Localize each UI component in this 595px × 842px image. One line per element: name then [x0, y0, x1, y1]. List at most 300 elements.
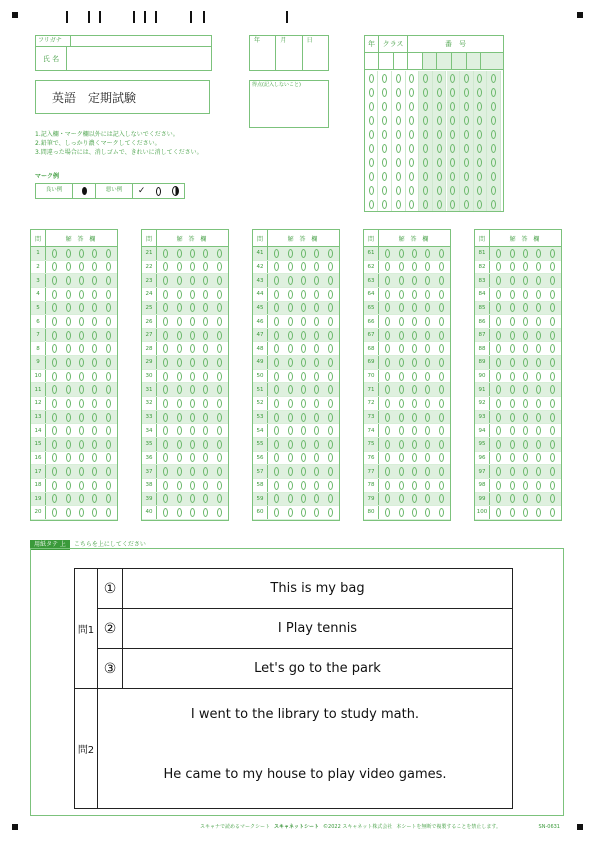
id-bubble[interactable]	[382, 172, 387, 181]
id-bubble[interactable]	[409, 186, 414, 195]
id-bubble[interactable]	[437, 186, 442, 195]
answer-bubble[interactable]	[385, 385, 390, 394]
answer-bubble[interactable]	[425, 276, 430, 285]
answer-bubble[interactable]	[412, 494, 417, 503]
answer-bubble[interactable]	[550, 413, 555, 422]
answer-bubble[interactable]	[510, 276, 515, 285]
id-bubble[interactable]	[423, 158, 428, 167]
answer-bubble[interactable]	[288, 303, 293, 312]
answer-bubble[interactable]	[425, 453, 430, 462]
answer-bubble[interactable]	[510, 372, 515, 381]
id-bubble[interactable]	[423, 130, 428, 139]
answer-bubble[interactable]	[274, 481, 279, 490]
answer-bubble[interactable]	[163, 508, 168, 517]
id-bubble[interactable]	[382, 116, 387, 125]
answer-bubble[interactable]	[523, 508, 528, 517]
id-bubble[interactable]	[450, 200, 455, 209]
answer-bubble[interactable]	[217, 358, 222, 367]
answer-bubble[interactable]	[328, 290, 333, 299]
id-bubble[interactable]	[382, 144, 387, 153]
answer-bubble[interactable]	[412, 481, 417, 490]
answer-bubble[interactable]	[274, 413, 279, 422]
answer-bubble[interactable]	[66, 385, 71, 394]
answer-bubble[interactable]	[510, 453, 515, 462]
answer-bubble[interactable]	[203, 358, 208, 367]
answer-bubble[interactable]	[536, 426, 541, 435]
answer-bubble[interactable]	[412, 358, 417, 367]
answer-bubble[interactable]	[288, 399, 293, 408]
answer-bubble[interactable]	[385, 344, 390, 353]
answer-bubble[interactable]	[203, 262, 208, 271]
answer-bubble[interactable]	[496, 358, 501, 367]
answer-bubble[interactable]	[163, 372, 168, 381]
answer-bubble[interactable]	[92, 331, 97, 340]
answer-bubble[interactable]	[385, 399, 390, 408]
id-bubble[interactable]	[437, 172, 442, 181]
answer-bubble[interactable]	[106, 303, 111, 312]
answer-bubble[interactable]	[190, 440, 195, 449]
answer-bubble[interactable]	[217, 303, 222, 312]
answer-bubble[interactable]	[203, 453, 208, 462]
answer-bubble[interactable]	[412, 344, 417, 353]
answer-bubble[interactable]	[177, 358, 182, 367]
answer-bubble[interactable]	[92, 372, 97, 381]
answer-bubble[interactable]	[92, 399, 97, 408]
answer-bubble[interactable]	[536, 440, 541, 449]
answer-bubble[interactable]	[399, 453, 404, 462]
answer-bubble[interactable]	[79, 290, 84, 299]
answer-bubble[interactable]	[274, 317, 279, 326]
answer-bubble[interactable]	[550, 467, 555, 476]
id-bubble[interactable]	[396, 74, 401, 83]
answer-bubble[interactable]	[274, 372, 279, 381]
answer-bubble[interactable]	[536, 385, 541, 394]
id-bubble[interactable]	[409, 88, 414, 97]
id-bubble[interactable]	[423, 116, 428, 125]
answer-bubble[interactable]	[510, 317, 515, 326]
answer-bubble[interactable]	[510, 440, 515, 449]
answer-bubble[interactable]	[510, 344, 515, 353]
answer-bubble[interactable]	[425, 303, 430, 312]
answer-bubble[interactable]	[412, 276, 417, 285]
answer-bubble[interactable]	[79, 372, 84, 381]
id-bubble[interactable]	[369, 158, 374, 167]
answer-bubble[interactable]	[79, 399, 84, 408]
answer-bubble[interactable]	[106, 262, 111, 271]
answer-bubble[interactable]	[79, 440, 84, 449]
answer-bubble[interactable]	[510, 290, 515, 299]
answer-bubble[interactable]	[550, 358, 555, 367]
answer-bubble[interactable]	[288, 358, 293, 367]
answer-bubble[interactable]	[66, 467, 71, 476]
id-bubble[interactable]	[423, 172, 428, 181]
answer-bubble[interactable]	[301, 317, 306, 326]
answer-bubble[interactable]	[510, 426, 515, 435]
answer-bubble[interactable]	[203, 249, 208, 258]
answer-bubble[interactable]	[163, 426, 168, 435]
answer-bubble[interactable]	[92, 358, 97, 367]
id-bubble[interactable]	[382, 102, 387, 111]
answer-bubble[interactable]	[66, 344, 71, 353]
answer-bubble[interactable]	[106, 331, 111, 340]
answer-bubble[interactable]	[412, 331, 417, 340]
answer-bubble[interactable]	[274, 290, 279, 299]
answer-bubble[interactable]	[399, 467, 404, 476]
answer-bubble[interactable]	[399, 413, 404, 422]
answer-bubble[interactable]	[301, 344, 306, 353]
answer-bubble[interactable]	[314, 290, 319, 299]
id-bubble[interactable]	[491, 200, 496, 209]
answer-bubble[interactable]	[217, 426, 222, 435]
answer-bubble[interactable]	[412, 317, 417, 326]
answer-bubble[interactable]	[496, 344, 501, 353]
id-bubble[interactable]	[437, 74, 442, 83]
answer-bubble[interactable]	[399, 344, 404, 353]
id-bubble[interactable]	[491, 88, 496, 97]
answer-bubble[interactable]	[217, 481, 222, 490]
id-write-cell[interactable]	[437, 53, 452, 69]
id-bubble[interactable]	[491, 158, 496, 167]
answer-bubble[interactable]	[52, 372, 57, 381]
answer-bubble[interactable]	[439, 426, 444, 435]
answer-bubble[interactable]	[301, 276, 306, 285]
answer-bubble[interactable]	[163, 276, 168, 285]
answer-bubble[interactable]	[399, 372, 404, 381]
answer-bubble[interactable]	[536, 303, 541, 312]
answer-bubble[interactable]	[439, 508, 444, 517]
answer-bubble[interactable]	[328, 303, 333, 312]
answer-bubble[interactable]	[412, 453, 417, 462]
answer-bubble[interactable]	[523, 426, 528, 435]
id-bubble[interactable]	[369, 102, 374, 111]
answer-bubble[interactable]	[301, 399, 306, 408]
id-bubble[interactable]	[369, 130, 374, 139]
answer-bubble[interactable]	[203, 290, 208, 299]
id-bubble[interactable]	[382, 130, 387, 139]
answer-bubble[interactable]	[385, 467, 390, 476]
answer-bubble[interactable]	[550, 303, 555, 312]
answer-bubble[interactable]	[190, 467, 195, 476]
answer-bubble[interactable]	[177, 249, 182, 258]
id-bubble[interactable]	[382, 74, 387, 83]
id-bubble[interactable]	[491, 116, 496, 125]
answer-bubble[interactable]	[288, 481, 293, 490]
id-write-cell[interactable]	[481, 53, 503, 69]
answer-bubble[interactable]	[439, 276, 444, 285]
answer-bubble[interactable]	[523, 262, 528, 271]
answer-bubble[interactable]	[496, 249, 501, 258]
answer-bubble[interactable]	[79, 317, 84, 326]
id-bubble[interactable]	[409, 102, 414, 111]
answer-bubble[interactable]	[190, 276, 195, 285]
answer-bubble[interactable]	[301, 426, 306, 435]
answer-bubble[interactable]	[550, 344, 555, 353]
answer-bubble[interactable]	[328, 399, 333, 408]
answer-bubble[interactable]	[385, 481, 390, 490]
answer-bubble[interactable]	[301, 413, 306, 422]
answer-bubble[interactable]	[425, 344, 430, 353]
answer-bubble[interactable]	[550, 508, 555, 517]
answer-bubble[interactable]	[550, 331, 555, 340]
id-bubble[interactable]	[369, 88, 374, 97]
id-bubble[interactable]	[409, 144, 414, 153]
answer-bubble[interactable]	[217, 440, 222, 449]
answer-bubble[interactable]	[92, 413, 97, 422]
answer-bubble[interactable]	[52, 481, 57, 490]
date-day-field[interactable]	[303, 36, 328, 70]
answer-bubble[interactable]	[106, 426, 111, 435]
id-bubble[interactable]	[396, 186, 401, 195]
answer-bubble[interactable]	[66, 262, 71, 271]
answer-bubble[interactable]	[314, 344, 319, 353]
answer-bubble[interactable]	[439, 372, 444, 381]
answer-bubble[interactable]	[274, 426, 279, 435]
answer-bubble[interactable]	[79, 467, 84, 476]
answer-bubble[interactable]	[301, 358, 306, 367]
answer-bubble[interactable]	[79, 358, 84, 367]
answer-bubble[interactable]	[163, 344, 168, 353]
date-month-field[interactable]	[276, 36, 302, 70]
answer-bubble[interactable]	[412, 385, 417, 394]
answer-bubble[interactable]	[439, 290, 444, 299]
id-bubble[interactable]	[423, 88, 428, 97]
furigana-field[interactable]	[71, 36, 211, 46]
answer-bubble[interactable]	[177, 440, 182, 449]
answer-bubble[interactable]	[328, 413, 333, 422]
answer-bubble[interactable]	[536, 413, 541, 422]
answer-bubble[interactable]	[190, 508, 195, 517]
answer-bubble[interactable]	[385, 440, 390, 449]
answer-bubble[interactable]	[439, 262, 444, 271]
answer-bubble[interactable]	[190, 372, 195, 381]
answer-bubble[interactable]	[92, 426, 97, 435]
date-year-field[interactable]	[250, 36, 276, 70]
answer-bubble[interactable]	[550, 399, 555, 408]
id-bubble[interactable]	[396, 144, 401, 153]
answer-bubble[interactable]	[523, 453, 528, 462]
id-bubble[interactable]	[396, 116, 401, 125]
answer-bubble[interactable]	[52, 290, 57, 299]
answer-bubble[interactable]	[510, 467, 515, 476]
answer-bubble[interactable]	[190, 290, 195, 299]
answer-bubble[interactable]	[412, 440, 417, 449]
id-bubble[interactable]	[450, 158, 455, 167]
answer-bubble[interactable]	[439, 413, 444, 422]
answer-bubble[interactable]	[52, 262, 57, 271]
answer-bubble[interactable]	[412, 426, 417, 435]
id-bubble[interactable]	[409, 74, 414, 83]
answer-bubble[interactable]	[288, 385, 293, 394]
id-bubble[interactable]	[464, 88, 469, 97]
answer-bubble[interactable]	[496, 453, 501, 462]
id-bubble[interactable]	[491, 130, 496, 139]
answer-bubble[interactable]	[496, 331, 501, 340]
answer-bubble[interactable]	[274, 467, 279, 476]
answer-bubble[interactable]	[106, 399, 111, 408]
answer-bubble[interactable]	[190, 303, 195, 312]
answer-bubble[interactable]	[66, 372, 71, 381]
id-bubble[interactable]	[477, 158, 482, 167]
answer-bubble[interactable]	[385, 426, 390, 435]
answer-bubble[interactable]	[177, 262, 182, 271]
answer-bubble[interactable]	[496, 426, 501, 435]
answer-bubble[interactable]	[301, 290, 306, 299]
answer-bubble[interactable]	[52, 453, 57, 462]
answer-bubble[interactable]	[274, 344, 279, 353]
answer-bubble[interactable]	[536, 372, 541, 381]
answer-bubble[interactable]	[203, 276, 208, 285]
id-bubble[interactable]	[437, 144, 442, 153]
answer-bubble[interactable]	[412, 399, 417, 408]
answer-bubble[interactable]	[203, 508, 208, 517]
id-bubble[interactable]	[409, 172, 414, 181]
answer-bubble[interactable]	[274, 331, 279, 340]
answer-bubble[interactable]	[510, 249, 515, 258]
answer-bubble[interactable]	[163, 467, 168, 476]
id-bubble[interactable]	[477, 130, 482, 139]
answer-bubble[interactable]	[439, 249, 444, 258]
answer-bubble[interactable]	[328, 453, 333, 462]
id-bubble[interactable]	[409, 158, 414, 167]
id-bubble[interactable]	[491, 102, 496, 111]
answer-bubble[interactable]	[66, 494, 71, 503]
answer-bubble[interactable]	[79, 453, 84, 462]
answer-bubble[interactable]	[177, 494, 182, 503]
answer-bubble[interactable]	[190, 385, 195, 394]
answer-bubble[interactable]	[203, 494, 208, 503]
answer-bubble[interactable]	[190, 453, 195, 462]
id-bubble[interactable]	[477, 88, 482, 97]
answer-bubble[interactable]	[510, 508, 515, 517]
answer-bubble[interactable]	[203, 399, 208, 408]
answer-bubble[interactable]	[106, 290, 111, 299]
answer-bubble[interactable]	[177, 290, 182, 299]
answer-bubble[interactable]	[301, 385, 306, 394]
answer-bubble[interactable]	[92, 508, 97, 517]
id-bubble[interactable]	[423, 200, 428, 209]
answer-bubble[interactable]	[288, 426, 293, 435]
answer-bubble[interactable]	[439, 331, 444, 340]
answer-bubble[interactable]	[203, 481, 208, 490]
answer-bubble[interactable]	[177, 508, 182, 517]
answer-bubble[interactable]	[523, 358, 528, 367]
answer-bubble[interactable]	[385, 290, 390, 299]
answer-bubble[interactable]	[385, 453, 390, 462]
answer-bubble[interactable]	[439, 303, 444, 312]
answer-bubble[interactable]	[439, 399, 444, 408]
answer-bubble[interactable]	[217, 344, 222, 353]
answer-bubble[interactable]	[496, 262, 501, 271]
answer-bubble[interactable]	[163, 262, 168, 271]
answer-bubble[interactable]	[163, 413, 168, 422]
id-bubble[interactable]	[450, 88, 455, 97]
answer-bubble[interactable]	[301, 303, 306, 312]
answer-bubble[interactable]	[66, 331, 71, 340]
answer-bubble[interactable]	[399, 385, 404, 394]
answer-bubble[interactable]	[106, 467, 111, 476]
answer-bubble[interactable]	[79, 276, 84, 285]
answer-bubble[interactable]	[385, 262, 390, 271]
answer-bubble[interactable]	[106, 413, 111, 422]
answer-bubble[interactable]	[425, 399, 430, 408]
answer-bubble[interactable]	[52, 399, 57, 408]
answer-bubble[interactable]	[163, 317, 168, 326]
answer-bubble[interactable]	[412, 372, 417, 381]
answer-bubble[interactable]	[106, 494, 111, 503]
answer-bubble[interactable]	[203, 467, 208, 476]
answer-bubble[interactable]	[92, 344, 97, 353]
answer-bubble[interactable]	[314, 508, 319, 517]
answer-bubble[interactable]	[163, 290, 168, 299]
answer-bubble[interactable]	[439, 358, 444, 367]
answer-bubble[interactable]	[328, 440, 333, 449]
answer-bubble[interactable]	[550, 426, 555, 435]
answer-bubble[interactable]	[510, 399, 515, 408]
id-bubble[interactable]	[423, 102, 428, 111]
answer-bubble[interactable]	[177, 276, 182, 285]
answer-bubble[interactable]	[190, 331, 195, 340]
answer-bubble[interactable]	[523, 399, 528, 408]
id-write-cell[interactable]	[365, 53, 379, 69]
answer-bubble[interactable]	[217, 399, 222, 408]
answer-bubble[interactable]	[301, 453, 306, 462]
answer-bubble[interactable]	[523, 303, 528, 312]
answer-bubble[interactable]	[190, 249, 195, 258]
id-bubble[interactable]	[369, 172, 374, 181]
id-write-cell[interactable]	[423, 53, 438, 69]
answer-bubble[interactable]	[496, 399, 501, 408]
id-bubble[interactable]	[409, 130, 414, 139]
answer-bubble[interactable]	[190, 358, 195, 367]
answer-bubble[interactable]	[385, 372, 390, 381]
answer-bubble[interactable]	[314, 481, 319, 490]
answer-bubble[interactable]	[510, 331, 515, 340]
answer-bubble[interactable]	[106, 344, 111, 353]
id-write-cell[interactable]	[379, 53, 394, 69]
answer-bubble[interactable]	[203, 413, 208, 422]
id-bubble[interactable]	[450, 130, 455, 139]
answer-bubble[interactable]	[399, 276, 404, 285]
answer-bubble[interactable]	[52, 317, 57, 326]
id-bubble[interactable]	[464, 74, 469, 83]
answer-bubble[interactable]	[163, 249, 168, 258]
answer-bubble[interactable]	[288, 344, 293, 353]
answer-bubble[interactable]	[203, 303, 208, 312]
answer-bubble[interactable]	[288, 413, 293, 422]
answer-bubble[interactable]	[106, 481, 111, 490]
answer-bubble[interactable]	[190, 344, 195, 353]
answer-bubble[interactable]	[203, 331, 208, 340]
id-bubble[interactable]	[396, 130, 401, 139]
id-bubble[interactable]	[423, 74, 428, 83]
id-bubble[interactable]	[477, 102, 482, 111]
answer-bubble[interactable]	[496, 303, 501, 312]
answer-bubble[interactable]	[328, 372, 333, 381]
answer-bubble[interactable]	[425, 385, 430, 394]
answer-bubble[interactable]	[328, 426, 333, 435]
answer-bubble[interactable]	[523, 413, 528, 422]
answer-bubble[interactable]	[79, 331, 84, 340]
answer-bubble[interactable]	[399, 331, 404, 340]
answer-bubble[interactable]	[301, 481, 306, 490]
answer-bubble[interactable]	[314, 262, 319, 271]
id-bubble[interactable]	[477, 172, 482, 181]
answer-bubble[interactable]	[439, 453, 444, 462]
answer-bubble[interactable]	[536, 494, 541, 503]
answer-bubble[interactable]	[301, 508, 306, 517]
answer-bubble[interactable]	[274, 358, 279, 367]
id-bubble[interactable]	[491, 172, 496, 181]
